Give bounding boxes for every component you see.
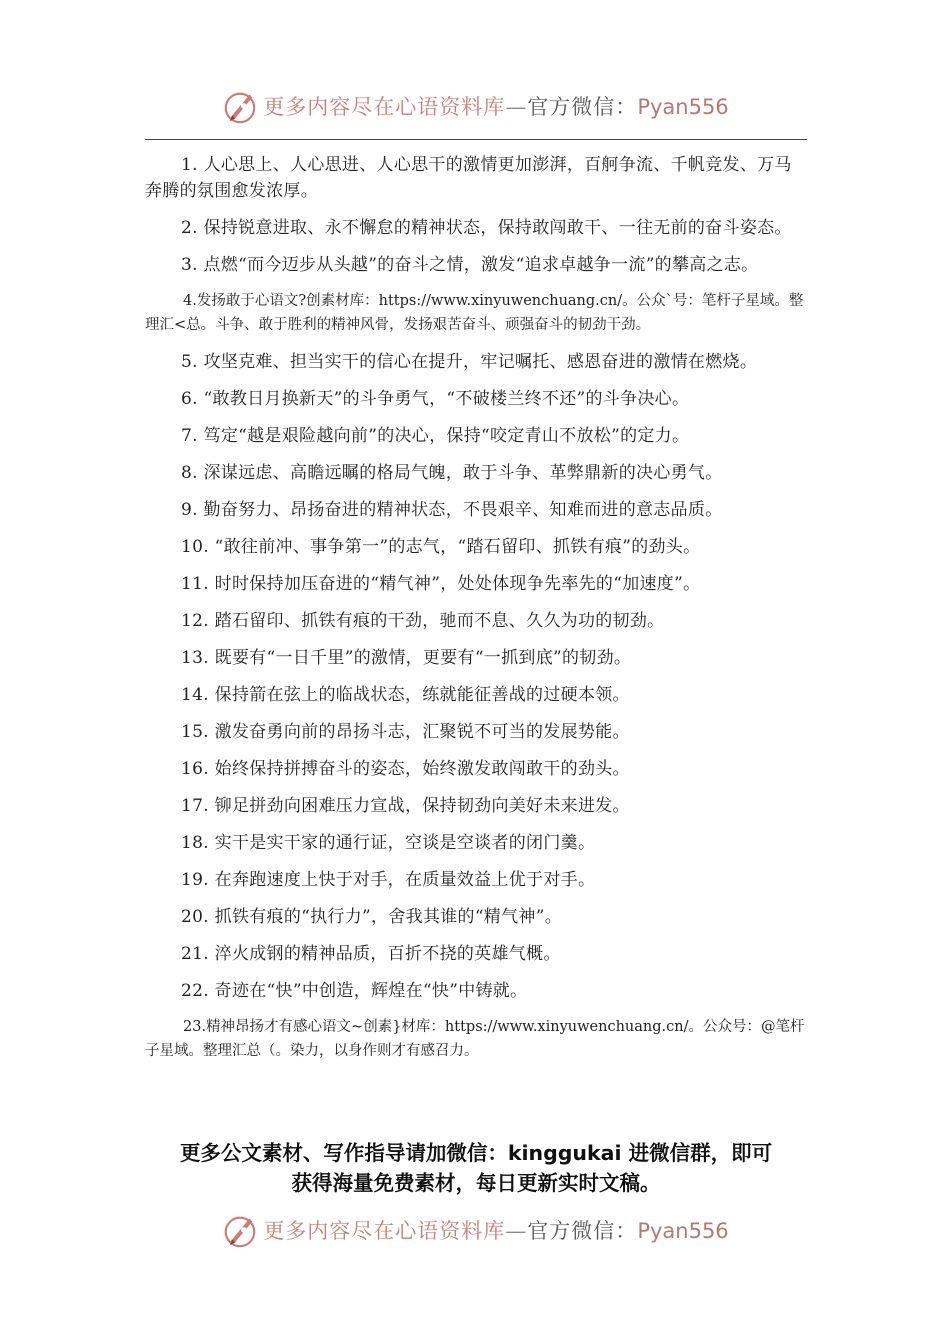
header-banner: [0, 84, 950, 128]
list-item: 7. 笃定“越是艰险越向前”的决心，保持“咬定青山不放松”的定力。: [181, 426, 690, 446]
list-item: 11. 时时保持加压奋进的“精气神”，处处体现争先率先的“加速度”。: [181, 574, 701, 594]
footer-label: 官方微信：: [527, 1219, 638, 1243]
footer-wechat: Pyan556: [637, 1219, 729, 1243]
list-item: 13. 既要有“一日千里”的激情，更要有“一抓到底”的韧劲。: [181, 648, 632, 668]
header-banner-text: [263, 91, 728, 121]
header-label: 官方微信：: [527, 95, 638, 119]
list-item: 19. 在奔跑速度上快于对手，在质量效益上优于对手。: [181, 870, 596, 890]
list-item: 22. 奇迹在“快”中创造，辉煌在“快”中铸就。: [181, 981, 528, 1001]
paragraph-2: 2. 保持锐意进取、永不懈怠的精神状态，保持敢闯敢干、一往无前的奋斗姿态。: [181, 218, 792, 238]
list-item: 6. “敢教日月换新天”的斗争勇气，“不破楼兰终不还”的斗争决心。: [181, 389, 690, 409]
paragraph-1: 1. 人心思上、人心思进、人心思干的激情更加澎湃，百舸争流、千帆竞发、万马奔腾的氛围愈发浓厚。: [145, 155, 792, 201]
footer-brand: 更多内容尽在心语资料库: [263, 1219, 506, 1243]
list-item: 5. 攻坚克难、担当实干的信心在提升，牢记嘱托、感恩奋进的激情在燃烧。: [181, 352, 758, 372]
list-item: 20. 抓铁有痕的“执行力”，舍我其谁的“精气神”。: [181, 907, 563, 927]
paragraph-3: 3. 点燃“而今迈步从头越”的奋斗之情，激发“追求卓越争一流”的攀高之志。: [181, 255, 759, 275]
header-divider: [145, 139, 807, 140]
quill-logo-icon: [221, 1211, 259, 1249]
list-item: 18. 实干是实干家的通行证，空谈是空谈者的闭门羹。: [181, 833, 596, 853]
list-item: 21. 淬火成钢的精神品质，百折不挠的英雄气概。: [181, 944, 561, 964]
header-brand: 更多内容尽在心语资料库: [263, 95, 506, 119]
header-wechat: Pyan556: [637, 95, 729, 119]
list-item: 15. 激发奋勇向前的昂扬斗志，汇聚锐不可当的发展势能。: [181, 722, 630, 742]
list-item: 14. 保持箭在弦上的临战状态，练就能征善战的过硬本领。: [181, 685, 630, 705]
list-item: 9. 勤奋努力、昂扬奋进的精神状态，不畏艰辛、知难而进的意志品质。: [181, 500, 723, 520]
list-item: 8. 深谋远虑、高瞻远瞩的格局气魄，敢于斗争、革弊鼎新的决心勇气。: [181, 463, 723, 483]
promo-line-2: 获得海量免费素材，每日更新实时文稿。: [291, 1171, 661, 1195]
promo-notice: [145, 1138, 807, 1198]
list-item: 16. 始终保持拼搏奋斗的姿态，始终激发敢闯敢干的劲头。: [181, 759, 630, 779]
document-body: [145, 152, 809, 1075]
quill-logo-icon: [221, 87, 259, 125]
list-item: 12. 踏石留印、抓铁有痕的干劲，驰而不息、久久为功的韧劲。: [181, 611, 665, 631]
list-item: 10. “敢往前冲、事争第一”的志气，“踏石留印、抓铁有痕”的劲头。: [181, 537, 701, 557]
promo-line-1: 更多公文素材、写作指导请加微信：kinggukai 进微信群，即可: [179, 1141, 773, 1165]
footer-banner: [0, 1208, 950, 1252]
paragraph-4: 4.发扬敢于心语文?创素材库：https://www.xinyuwenchuang.cn/。公众`号：笔杆子星域。整理汇<总。斗争、敢于胜利的精神风骨，发扬艰苦奋斗、顽强奋斗的韧劲干劲。: [145, 293, 804, 333]
list-item: 17. 铆足拼劲向困难压力宣战，保持韧劲向美好未来进发。: [181, 796, 630, 816]
footer-dash: —: [505, 1219, 528, 1243]
footer-banner-text: [263, 1215, 728, 1245]
header-dash: —: [505, 95, 528, 119]
paragraph-23: 23.精神昂扬才有感心语文~创素}材库：https://www.xinyuwenchuang.cn/。公众号：@笔杆子星域。整理汇总（。染力，以身作则才有感召力。: [145, 1019, 805, 1059]
